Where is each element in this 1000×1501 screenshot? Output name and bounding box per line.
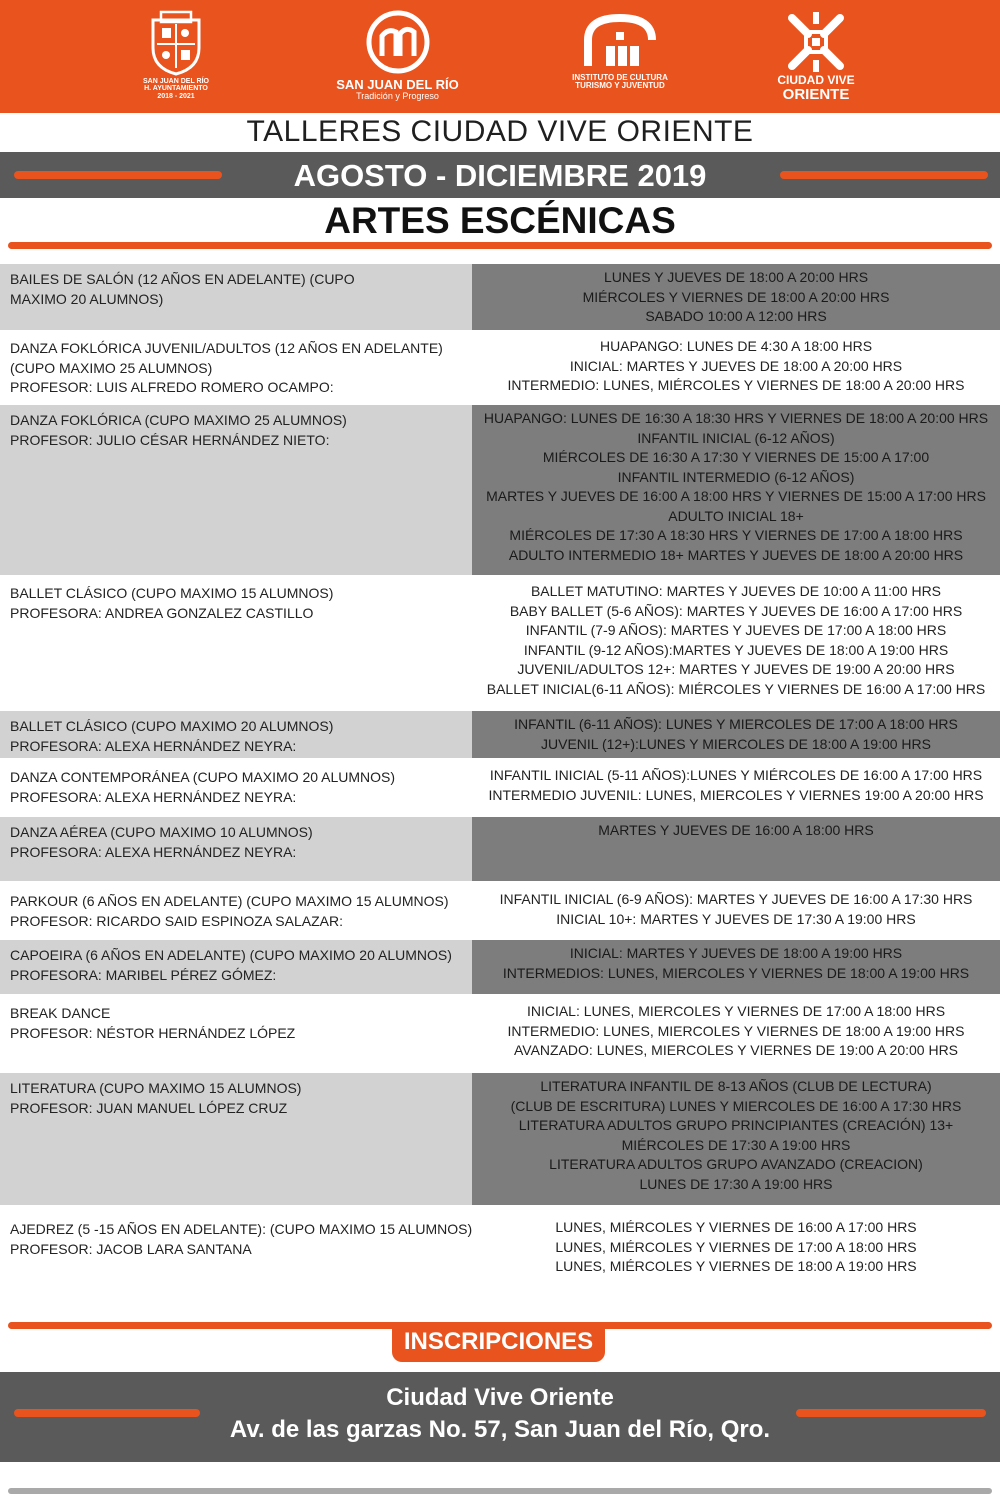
instituto-cultura-logo <box>560 10 680 110</box>
workshop-info <box>0 333 472 403</box>
schedule-line: INFANTIL (6-11 AÑOS): LUNES Y MIERCOLES DE 17:00 A 18:00 HRS <box>514 716 958 732</box>
schedule-line: LITERATURA ADULTOS GRUPO AVANZADO (CREACION) <box>549 1156 923 1172</box>
workshop-row <box>0 711 1000 758</box>
period-text: AGOSTO - DICIEMBRE 2019 <box>293 158 707 193</box>
schedule-line: INTERMEDIOS: LUNES, MIERCOLES Y VIERNES DE 18:00 A 19:00 HRS <box>502 964 970 981</box>
workshop-info-line: PROFESORA: ANDREA GONZALEZ CASTILLO <box>10 604 314 621</box>
workshop-info <box>0 940 472 994</box>
schedule-line: MIÉRCOLES DE 17:30 A 18:30 HRS Y VIERNES DE 17:00 A 18:00 HRS <box>509 527 963 543</box>
header-band <box>0 0 1000 113</box>
workshop-info-line: BAILES DE SALÓN (12 AÑOS EN ADELANTE) (CUPO <box>10 271 355 287</box>
crest-caption-line2: H. AYUNTAMIENTO <box>144 85 208 93</box>
schedule-line: MARTES Y JUEVES DE 16:00 A 18:00 HRS Y VIERNES DE 15:00 A 17:00 HRS <box>486 488 986 504</box>
schedule-line: LUNES, MIÉRCOLES Y VIERNES DE 18:00 A 19:00 HRS <box>555 1258 917 1274</box>
municipal-crest-logo <box>140 10 212 110</box>
ciudad-vive-caption-line2: ORIENTE <box>782 85 850 103</box>
workshop-schedule <box>472 405 1000 575</box>
workshop-info-line: PROFESOR: JUAN MANUEL LÓPEZ CRUZ <box>10 1099 288 1116</box>
schedule-line: INICIAL 10+: MARTES Y JUEVES DE 17:30 A 19:00 HRS <box>556 910 916 927</box>
workshop-info-line: PROFESOR: JULIO CÉSAR HERNÁNDEZ NIETO: <box>10 431 330 448</box>
crest-caption-line1: SAN JUAN DEL RÍO <box>143 78 209 85</box>
registration-label: INSCRIPCIONES <box>392 1322 605 1362</box>
workshop-row <box>0 886 1000 938</box>
workshop-info <box>0 886 472 938</box>
schedule-line: INFANTIL INICIAL (5-11 AÑOS):LUNES Y MIÉRCOLES DE 16:00 A 17:00 HRS <box>489 767 983 783</box>
schedule-line: MARTES Y JUEVES DE 16:00 A 18:00 HRS <box>598 822 874 838</box>
workshop-info <box>0 405 472 575</box>
san-juan-logo <box>330 10 465 110</box>
workshop-info-line: DANZA CONTEMPORÁNEA (CUPO MAXIMO 20 ALUMNOS) <box>10 769 396 785</box>
footer-band <box>0 1372 1000 1462</box>
schedule-line: INICIAL: LUNES, MIERCOLES Y VIERNES DE 17:00 A 18:00 HRS <box>526 1003 946 1019</box>
schedule-line: INFANTIL INICIAL (6-12 AÑOS) <box>637 429 835 446</box>
schedule-line: BALLET INICIAL(6-11 AÑOS): MIÉRCOLES Y VIERNES DE 16:00 A 17:00 HRS <box>486 680 986 697</box>
workshop-info-line: DANZA AÉREA (CUPO MAXIMO 10 ALUMNOS) <box>10 824 313 840</box>
workshop-row <box>0 1214 1000 1286</box>
workshop-row <box>0 405 1000 575</box>
schedule-line: INTERMEDIO JUVENIL: LUNES, MIERCOLES Y VIERNES 19:00 A 20:00 HRS <box>488 786 984 803</box>
workshop-info <box>0 711 472 758</box>
crest-icon <box>147 10 205 76</box>
workshop-row <box>0 578 1000 708</box>
workshop-info-line: PARKOUR (6 AÑOS EN ADELANTE) (CUPO MAXIMO 15 ALUMNOS) <box>10 893 449 909</box>
workshop-info-line: PROFESORA: MARIBEL PÉREZ GÓMEZ: <box>10 966 277 983</box>
san-juan-name: SAN JUAN DEL RÍO <box>336 77 459 92</box>
san-juan-tagline: Tradición y Progreso <box>356 90 439 101</box>
schedule-line: LUNES, MIÉRCOLES Y VIERNES DE 16:00 A 17:00 HRS <box>555 1219 917 1235</box>
schedule-line: INICIAL: MARTES Y JUEVES DE 18:00 A 20:00 HRS <box>569 357 903 374</box>
workshop-info <box>0 264 472 330</box>
footer-address: Av. de las garzas No. 57, San Juan del Río, Qro. <box>229 1416 771 1443</box>
ciudad-vive-oriente-logo <box>770 10 862 110</box>
page-title: TALLERES CIUDAD VIVE ORIENTE <box>246 115 754 148</box>
schedule-line: LITERATURA INFANTIL DE 8-13 AÑOS (CLUB DE LECTURA) <box>540 1078 932 1094</box>
schedule-line: MIÉRCOLES Y VIERNES DE 18:00 A 20:00 HRS <box>582 288 890 305</box>
workshop-info-line: BALLET CLÁSICO (CUPO MAXIMO 15 ALUMNOS) <box>10 585 334 601</box>
schedule-line: INFANTIL INTERMEDIO (6-12 AÑOS) <box>617 468 855 485</box>
schedule-line: HUAPANGO: LUNES DE 4:30 A 18:00 HRS <box>599 338 873 354</box>
schedule-line: INTERMEDIO: LUNES, MIERCOLES Y VIERNES DE 18:00 A 19:00 HRS <box>507 1022 965 1039</box>
footer-text <box>0 1382 1000 1446</box>
workshop-schedule <box>472 1073 1000 1205</box>
workshop-info <box>0 762 472 814</box>
schedule-line: INICIAL: MARTES Y JUEVES DE 18:00 A 19:00 HRS <box>569 945 903 961</box>
footer-place: Ciudad Vive Oriente <box>386 1384 614 1411</box>
schedule-line: MIÉRCOLES DE 16:30 A 17:30 Y VIERNES DE 15:00 A 17:00 <box>542 449 930 465</box>
workshop-schedule <box>472 998 1000 1070</box>
workshop-info-line: BALLET CLÁSICO (CUPO MAXIMO 20 ALUMNOS) <box>10 718 334 734</box>
schedule-line: LITERATURA ADULTOS GRUPO PRINCIPIANTES (CREACIÓN) 13+ <box>518 1117 954 1133</box>
schedule-line: JUVENIL (12+):LUNES Y MIERCOLES DE 18:00 A 19:00 HRS <box>541 735 931 752</box>
workshop-info-line: DANZA FOKLÓRICA JUVENIL/ADULTOS (12 AÑOS EN ADELANTE) <box>10 340 443 356</box>
workshop-schedule <box>472 940 1000 994</box>
schedule-line: (CLUB DE ESCRITURA) LUNES Y MIERCOLES DE 16:00 A 17:30 HRS <box>510 1097 962 1114</box>
period-band <box>0 152 1000 198</box>
schedule-line: ADULTO INICIAL 18+ <box>668 507 804 524</box>
instituto-caption-line1: INSTITUTO DE CULTURA <box>572 73 668 82</box>
section-title: ARTES ESCÉNICAS <box>324 200 676 241</box>
workshop-info-line: MAXIMO 20 ALUMNOS) <box>10 290 164 307</box>
workshop-info-line: LITERATURA (CUPO MAXIMO 15 ALUMNOS) <box>10 1080 302 1096</box>
ciudad-vive-cross-icon <box>784 10 848 74</box>
schedule-line: MIÉRCOLES DE 17:30 A 19:00 HRS <box>621 1136 851 1153</box>
crest-caption-line3: 2018 - 2021 <box>157 92 195 100</box>
workshop-row <box>0 817 1000 881</box>
workshop-row <box>0 762 1000 814</box>
schedule-line: INTERMEDIO: LUNES, MIÉRCOLES Y VIERNES DE 18:00 A 20:00 HRS <box>507 377 965 393</box>
section-underline <box>8 242 992 249</box>
workshop-row <box>0 940 1000 994</box>
workshop-info <box>0 1214 472 1286</box>
workshop-schedule <box>472 817 1000 881</box>
schedule-line: LUNES, MIÉRCOLES Y VIERNES DE 17:00 A 18:00 HRS <box>555 1238 917 1255</box>
schedule-line: AVANZADO: LUNES, MIERCOLES Y VIERNES DE 19:00 A 20:00 HRS <box>513 1042 959 1058</box>
workshop-schedule <box>472 578 1000 708</box>
workshop-schedule <box>472 333 1000 403</box>
workshop-info-line: PROFESOR: LUIS ALFREDO ROMERO OCAMPO: <box>10 379 334 395</box>
workshop-info <box>0 998 472 1070</box>
schedule-line: INFANTIL (7-9 AÑOS): MARTES Y JUEVES DE 17:00 A 18:00 HRS <box>525 622 947 638</box>
workshop-row <box>0 998 1000 1070</box>
workshop-info-line: PROFESOR: JACOB LARA SANTANA <box>10 1240 252 1257</box>
schedule-line: BABY BALLET (5-6 AÑOS): MARTES Y JUEVES DE 16:00 A 17:00 HRS <box>509 602 963 619</box>
schedule-line: HUAPANGO: LUNES DE 16:30 A 18:30 HRS Y VIERNES DE 18:00 A 20:00 HRS <box>483 410 989 426</box>
workshop-schedule <box>472 264 1000 330</box>
workshop-info-line: PROFESOR: NÉSTOR HERNÁNDEZ LÓPEZ <box>10 1024 296 1041</box>
schedule-line: INFANTIL INICIAL (6-9 AÑOS): MARTES Y JUEVES DE 16:00 A 17:30 HRS <box>499 891 973 907</box>
schedule-line: LUNES DE 17:30 A 19:00 HRS <box>639 1175 833 1192</box>
workshop-info-line: PROFESORA: ALEXA HERNÁNDEZ NEYRA: <box>10 843 297 860</box>
workshop-info-line: PROFESOR: RICARDO SAID ESPINOZA SALAZAR: <box>10 912 343 929</box>
schedule-line: INFANTIL (9-12 AÑOS):MARTES Y JUEVES DE 18:00 A 19:00 HRS <box>523 641 949 658</box>
workshop-info <box>0 1073 472 1205</box>
workshop-schedule <box>472 1214 1000 1286</box>
ciudad-vive-caption-line1: CIUDAD VIVE <box>777 73 855 87</box>
schedule-line: BALLET MATUTINO: MARTES Y JUEVES DE 10:00 A 11:00 HRS <box>530 583 942 599</box>
schedule-line: JUVENIL/ADULTOS 12+: MARTES Y JUEVES DE 19:00 A 20:00 HRS <box>517 661 955 677</box>
workshop-info <box>0 578 472 708</box>
instituto-caption-line2: TURISMO Y JUVENTUD <box>575 81 665 91</box>
workshop-schedule <box>472 711 1000 758</box>
workshop-info-line: (CUPO MAXIMO 25 ALUMNOS) <box>10 359 213 376</box>
workshop-info-line: CAPOEIRA (6 AÑOS EN ADELANTE) (CUPO MAXIMO 20 ALUMNOS) <box>10 947 452 963</box>
schedule-line: LUNES Y JUEVES DE 18:00 A 20:00 HRS <box>603 269 869 285</box>
workshop-row <box>0 333 1000 403</box>
bottom-divider <box>8 1488 992 1494</box>
workshop-row <box>0 264 1000 330</box>
workshop-info-line: PROFESORA: ALEXA HERNÁNDEZ NEYRA: <box>10 788 297 805</box>
workshop-info <box>0 817 472 881</box>
workshop-info-line: AJEDREZ (5 -15 AÑOS EN ADELANTE): (CUPO MAXIMO 15 ALUMNOS) <box>10 1221 473 1237</box>
workshop-info-line: DANZA FOKLÓRICA (CUPO MAXIMO 25 ALUMNOS) <box>10 412 347 428</box>
workshop-info-line: PROFESORA: ALEXA HERNÁNDEZ NEYRA: <box>10 737 297 754</box>
instituto-building-icon <box>580 10 660 72</box>
workshop-schedule <box>472 762 1000 814</box>
schedule-line: ADULTO INTERMEDIO 18+ MARTES Y JUEVES DE 18:00 A 20:00 HRS <box>508 546 964 563</box>
san-juan-circle-icon <box>366 10 430 74</box>
workshop-info-line: BREAK DANCE <box>10 1005 111 1021</box>
workshop-row <box>0 1073 1000 1205</box>
schedule-line: SABADO 10:00 A 12:00 HRS <box>645 308 827 324</box>
workshop-schedule <box>472 886 1000 938</box>
